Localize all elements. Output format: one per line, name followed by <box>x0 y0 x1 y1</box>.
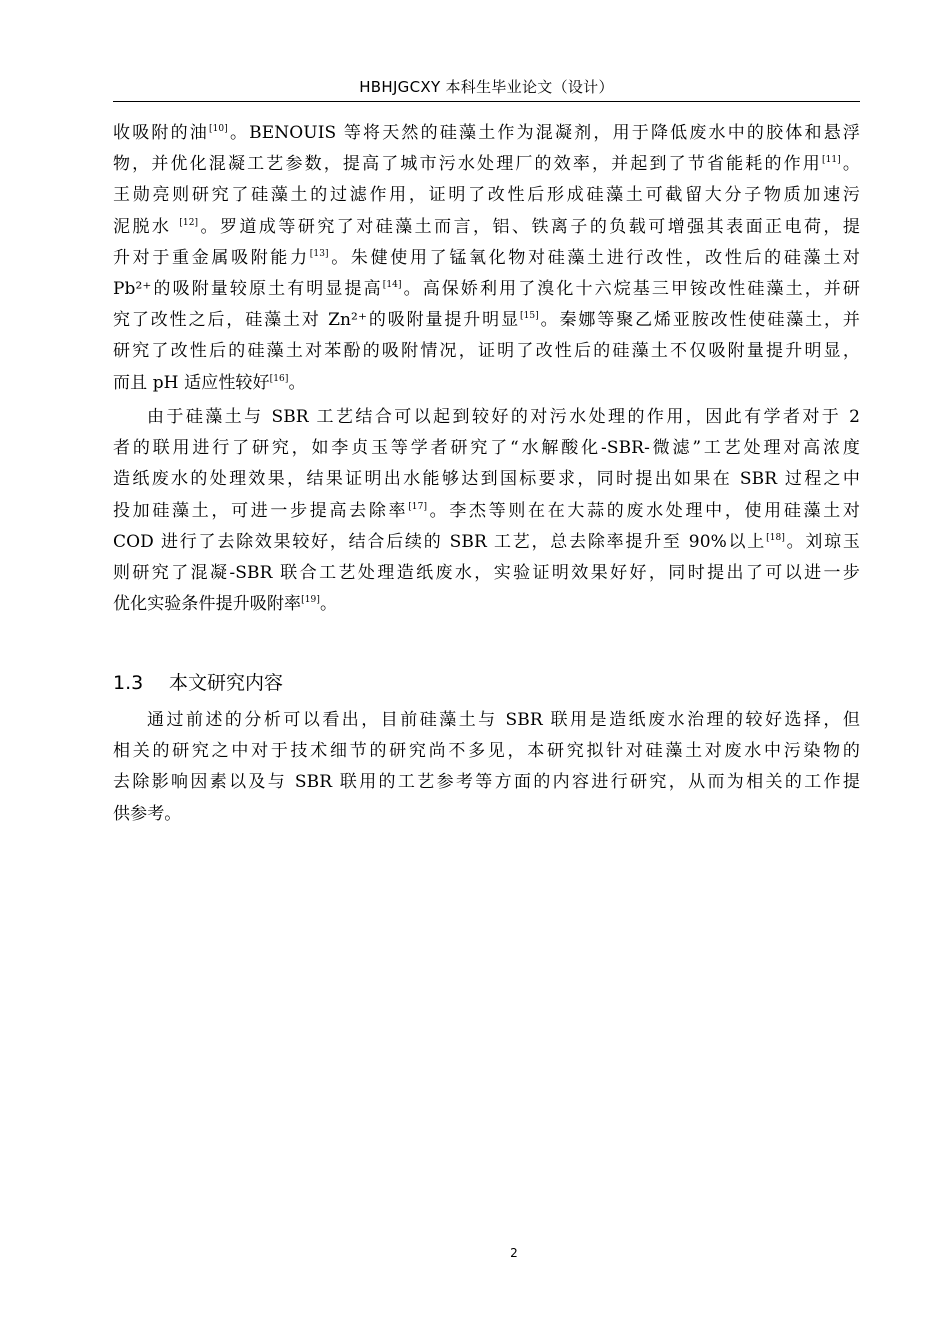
paragraph-1 <box>113 118 860 399</box>
citation-ref: [10] <box>208 124 228 134</box>
citation-ref: [15] <box>519 311 539 322</box>
section-number: 1.3 <box>113 672 144 694</box>
paragraph-line: 王勋亮则研究了硅藻土的过滤作用，证明了改性后形成硅藻土可截留大分子物质加速污 <box>113 185 860 206</box>
page-number: 2 <box>510 1246 518 1260</box>
paragraph-3 <box>113 705 860 830</box>
paragraph-line: 供参考。 <box>113 803 182 824</box>
paragraph-line: 造纸废水的处理效果，结果证明出水能够达到国标要求，同时提出如果在 SBR 过程之中 <box>113 469 860 490</box>
section-heading <box>113 666 283 700</box>
paragraph-line: 者的联用进行了研究，如李贞玉等学者研究了“水解酸化-SBR-微滤”工艺处理对高浓度 <box>113 438 860 459</box>
paragraph-line: 而且 pH 适应性较好[16]。 <box>113 372 306 393</box>
section-title-text: 本文研究内容 <box>169 672 284 694</box>
paragraph-line: Pb²⁺的吸附量较原土有明显提高[14]。高保娇利用了溴化十六烷基三甲铵改性硅藻土，并研 <box>113 278 860 299</box>
citation-ref: [16] <box>269 373 289 384</box>
paragraph-line: 则研究了混凝-SBR 联合工艺处理造纸废水，实验证明效果好好，同时提出了可以进一步 <box>113 562 860 583</box>
paragraph-line: 物，并优化混凝工艺参数，提高了城市污水处理厂的效率，并起到了节省能耗的作用[11]。 <box>113 154 860 175</box>
citation-ref: [12] <box>179 217 199 228</box>
paragraph-2 <box>113 402 860 620</box>
citation-ref: [17] <box>408 501 428 512</box>
paragraph-line: 研究了改性后的硅藻土对苯酚的吸附情况，证明了改性后的硅藻土不仅吸附量提升明显， <box>113 341 860 362</box>
paragraph-line: 由于硅藻土与 SBR 工艺结合可以起到较好的对污水处理的作用，因此有学者对于 2 <box>147 407 860 427</box>
citation-ref: [14] <box>382 279 402 290</box>
paragraph-line: 通过前述的分析可以看出，目前硅藻土与 SBR 联用是造纸废水治理的较好选择，但 <box>147 710 860 730</box>
paragraph-line: 去除影响因素以及与 SBR 联用的工艺参考等方面的内容进行研究，从而为相关的工作提 <box>113 772 860 793</box>
paragraph-line: 优化实验条件提升吸附率[19]。 <box>113 594 338 615</box>
citation-ref: [19] <box>301 595 320 606</box>
citation-ref: [11] <box>821 155 841 166</box>
citation-ref: [18] <box>766 532 785 543</box>
paragraph-line: 收吸附的油[10]。BENOUIS 等将天然的硅藻土作为混凝剂，用于降低废水中的胶体和悬浮 <box>113 123 861 143</box>
paragraph-line: COD 进行了去除效果较好，结合后续的 SBR 工艺，总去除率提升至 90%以上[18]。刘琼玉 <box>113 531 860 552</box>
page-header: HBHJGCXY 本科生毕业论文（设计） <box>359 78 614 96</box>
paragraph-line: 投加硅藻土，可进一步提高去除率[17]。李杰等则在在大蒜的废水处理中，使用硅藻土对 <box>113 500 860 521</box>
paragraph-line: 升对于重金属吸附能力[13]。朱健使用了锰氧化物对硅藻土进行改性，改性后的硅藻土对 <box>113 247 861 268</box>
paragraph-line: 究了改性之后，硅藻土对 Zn²⁺的吸附量提升明显[15]。秦娜等聚乙烯亚胺改性使硅藻土，并 <box>113 310 860 331</box>
citation-ref: [13] <box>309 248 329 259</box>
paragraph-line: 相关的研究之中对于技术细节的研究尚不多见，本研究拟针对硅藻土对废水中污染物的 <box>113 741 860 762</box>
paragraph-line: 泥脱水 [12]。罗道成等研究了对硅藻土而言，铝、铁离子的负载可增强其表面正电荷，提 <box>113 216 860 237</box>
header-divider <box>113 101 860 102</box>
